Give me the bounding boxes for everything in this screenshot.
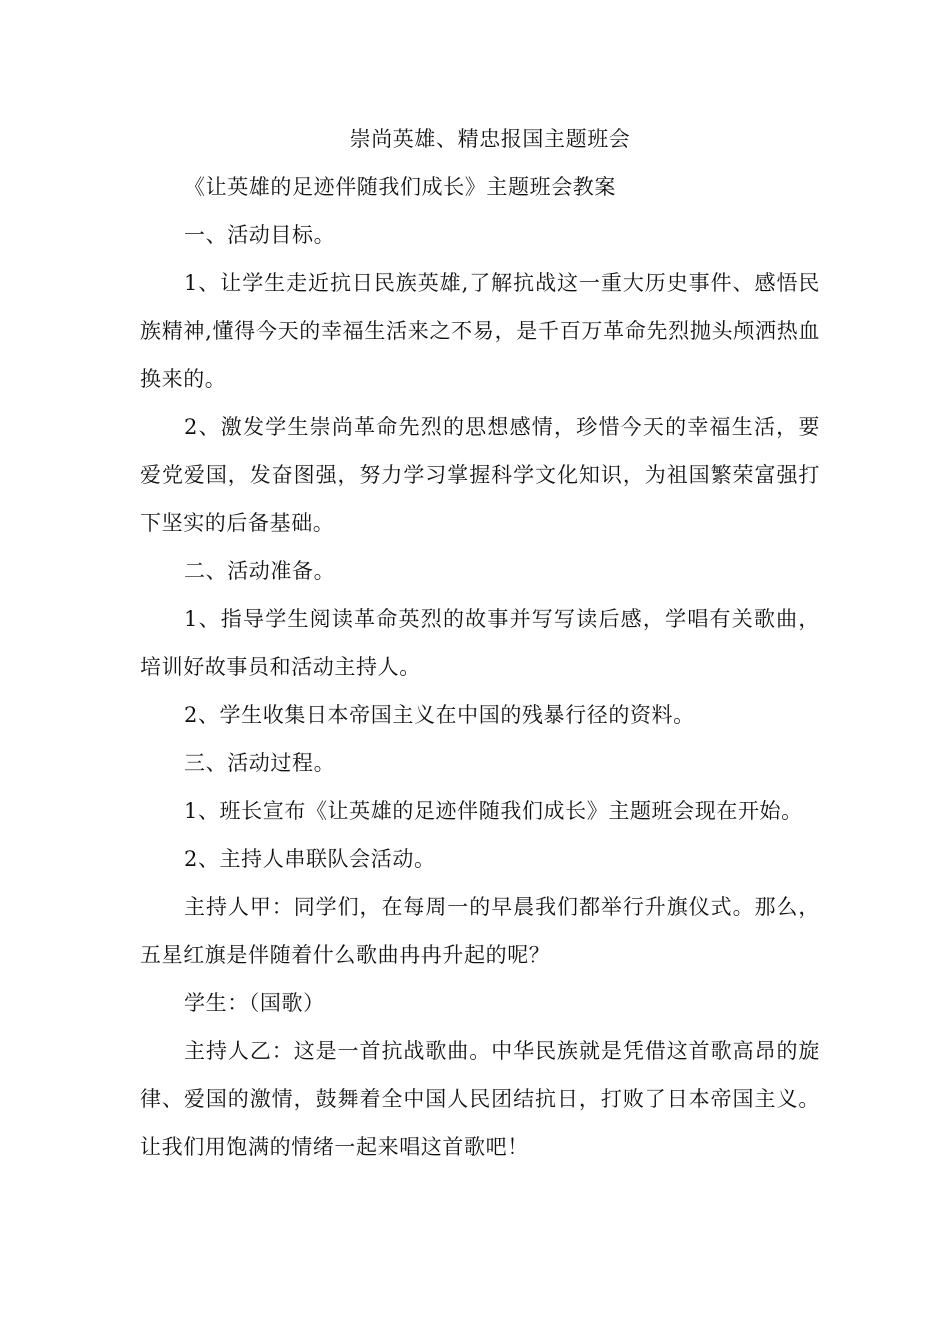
section-heading-process: 三、活动过程。 [184,751,336,775]
document-title: 崇尚英雄、精忠报国主题班会 [349,127,631,151]
goal-paragraph-1: 1、让学生走近抗日民族英雄,了解抗战这一重大历史事件、感悟民族精神,懂得今天的幸福生活来之不易，是千百万革命先烈抛头颅洒热血换来的。 [140,271,820,391]
section-heading-goals: 一、活动目标。 [184,223,336,247]
host-b-dialogue: 主持人乙：这是一首抗战歌曲。中华民族就是凭借这首歌高昂的旋律、爱国的激情，鼓舞着全中国人民团结抗日，打败了日本帝国主义。让我们用饱满的情绪一起来唱这首歌吧！ [140,1039,820,1159]
process-paragraph-2: 2、主持人串联队会活动。 [184,847,436,871]
preparation-paragraph-1: 1、指导学生阅读革命英烈的故事并写写读后感，学唱有关歌曲，培训好故事员和活动主持人。 [140,607,820,679]
process-paragraph-1: 1、班长宣布《让英雄的足迹伴随我们成长》主题班会现在开始。 [184,799,803,823]
preparation-paragraph-2: 2、学生收集日本帝国主义在中国的残暴行径的资料。 [184,703,695,727]
section-heading-preparation: 二、活动准备。 [184,559,336,583]
document-body [140,115,820,1171]
host-a-dialogue: 主持人甲：同学们，在每周一的早晨我们都举行升旗仪式。那么，五星红旗是伴随着什么歌曲冉冉升起的呢？ [140,895,820,967]
student-response: 学生：（国歌） [184,991,325,1015]
goal-paragraph-2: 2、激发学生崇尚革命先烈的思想感情，珍惜今天的幸福生活，要爱党爱国，发奋图强，努力学习掌握科学文化知识，为祖国繁荣富强打下坚实的后备基础。 [140,415,820,535]
lesson-plan-subtitle: 《让英雄的足迹伴随我们成长》主题班会教案 [184,175,616,199]
